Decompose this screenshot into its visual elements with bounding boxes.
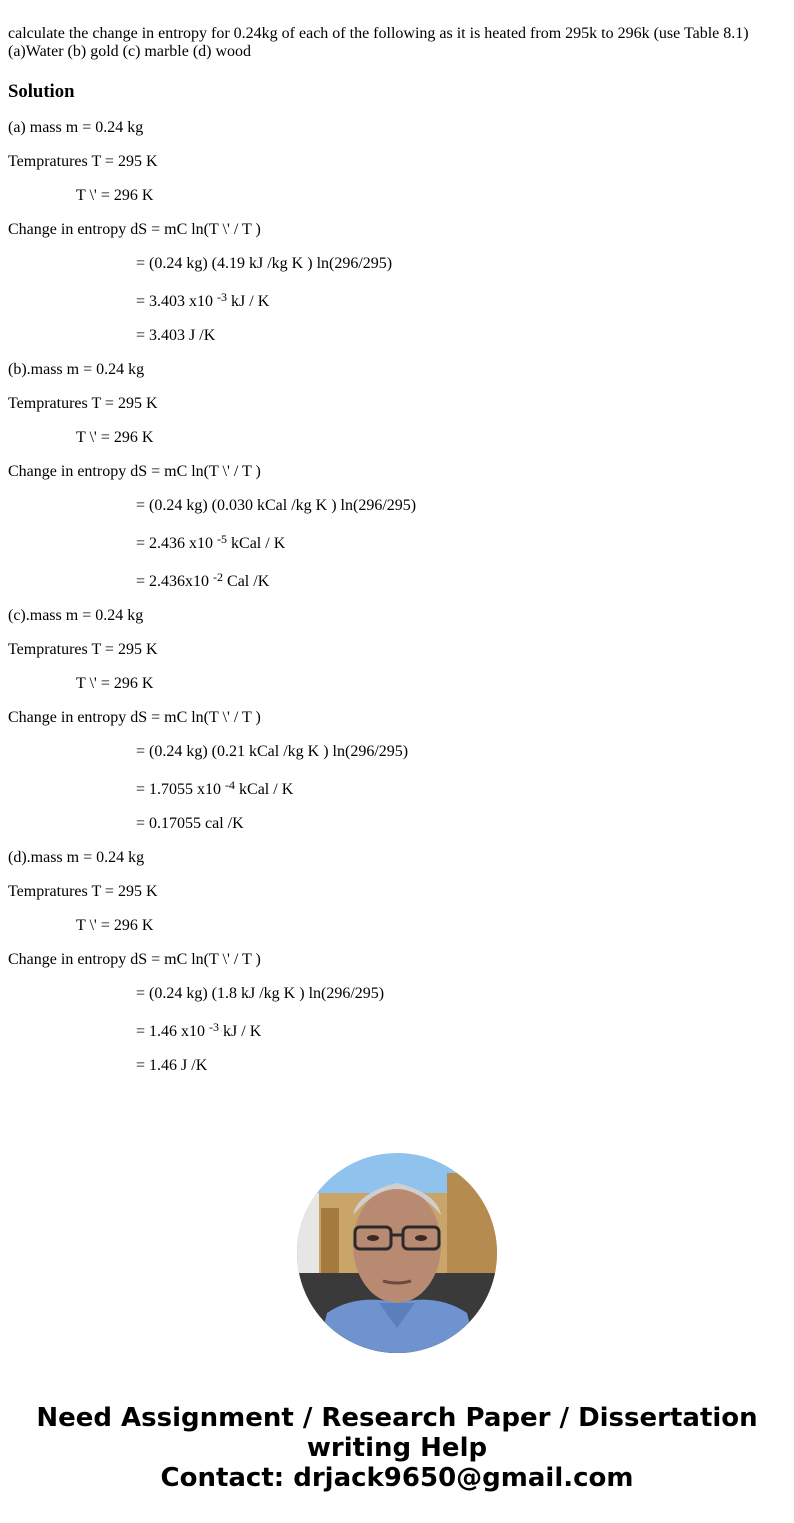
entropy-formula-line: Change in entropy dS = mC ln(T \' / T ) bbox=[8, 709, 261, 726]
result-unit: kCal / K bbox=[227, 535, 286, 552]
answer-mantissa: = 2.436x10 bbox=[136, 573, 214, 590]
calculation-step: = (0.24 kg) (0.030 kCal /kg K ) ln(296/295) bbox=[136, 497, 417, 514]
temperature-final-line: T \' = 296 K bbox=[76, 187, 154, 204]
calculation-step: = (0.24 kg) (0.21 kCal /kg K ) ln(296/295) bbox=[136, 743, 409, 760]
calculation-step: = (0.24 kg) (1.8 kJ /kg K ) ln(296/295) bbox=[136, 985, 385, 1002]
temperature-final-line: T \' = 296 K bbox=[76, 429, 154, 446]
calculation-result bbox=[8, 532, 786, 553]
final-answer: = 3.403 J /K bbox=[136, 327, 216, 344]
mass-line: (a) mass m = 0.24 kg bbox=[8, 119, 144, 136]
mass-line: (c).mass m = 0.24 kg bbox=[8, 607, 144, 624]
solution-part-c bbox=[8, 607, 786, 833]
calculation-result bbox=[8, 778, 786, 799]
question-line-1: calculate the change in entropy for 0.24kg of each of the following as it is heated from 295k to 296k (use Table 8.1) bbox=[8, 25, 749, 42]
final-answer: = 1.46 J /K bbox=[136, 1057, 208, 1074]
mass-line: (d).mass m = 0.24 kg bbox=[8, 849, 145, 866]
temperature-line: Tempratures T = 295 K bbox=[8, 395, 158, 412]
result-exponent: -3 bbox=[209, 1020, 220, 1034]
entropy-formula-line: Change in entropy dS = mC ln(T \' / T ) bbox=[8, 951, 261, 968]
result-exponent: -4 bbox=[225, 778, 236, 792]
footer-line-1: Need Assignment / Research Paper / Dissertation bbox=[36, 1403, 758, 1433]
calculation-result bbox=[8, 290, 786, 311]
temperature-final-line: T \' = 296 K bbox=[76, 917, 154, 934]
final-answer: = 0.17055 cal /K bbox=[136, 815, 244, 832]
entropy-formula-line: Change in entropy dS = mC ln(T \' / T ) bbox=[8, 463, 261, 480]
final-answer bbox=[8, 570, 786, 591]
temperature-final-line: T \' = 296 K bbox=[76, 675, 154, 692]
question-line-2: (a)Water (b) gold (c) marble (d) wood bbox=[8, 43, 252, 60]
result-exponent: -5 bbox=[217, 532, 228, 546]
answer-unit: Cal /K bbox=[223, 573, 270, 590]
footer-line-2: writing Help bbox=[306, 1433, 488, 1463]
question-text bbox=[8, 25, 786, 61]
author-avatar bbox=[297, 1153, 497, 1353]
entropy-formula-line: Change in entropy dS = mC ln(T \' / T ) bbox=[8, 221, 261, 238]
calculation-step: = (0.24 kg) (4.19 kJ /kg K ) ln(296/295) bbox=[136, 255, 393, 272]
mass-line: (b).mass m = 0.24 kg bbox=[8, 361, 145, 378]
result-mantissa: = 1.46 x10 bbox=[136, 1023, 210, 1040]
temperature-line: Tempratures T = 295 K bbox=[8, 641, 158, 658]
result-mantissa: = 3.403 x10 bbox=[136, 293, 218, 310]
solution-heading: Solution bbox=[8, 81, 75, 102]
temperature-line: Tempratures T = 295 K bbox=[8, 153, 158, 170]
result-unit: kJ / K bbox=[219, 1023, 262, 1040]
result-unit: kJ / K bbox=[227, 293, 270, 310]
answer-exponent: -2 bbox=[213, 570, 224, 584]
result-exponent: -3 bbox=[217, 290, 228, 304]
footer-contact-email: Contact: drjack9650@gmail.com bbox=[160, 1463, 634, 1493]
contact-footer bbox=[0, 1403, 794, 1493]
result-unit: kCal / K bbox=[235, 781, 294, 798]
solution-part-a bbox=[8, 119, 786, 345]
temperature-line: Tempratures T = 295 K bbox=[8, 883, 158, 900]
calculation-result bbox=[8, 1020, 786, 1041]
result-mantissa: = 1.7055 x10 bbox=[136, 781, 226, 798]
solution-part-b bbox=[8, 361, 786, 591]
result-mantissa: = 2.436 x10 bbox=[136, 535, 218, 552]
avatar-portrait-image bbox=[297, 1153, 497, 1353]
solution-part-d bbox=[8, 849, 786, 1075]
